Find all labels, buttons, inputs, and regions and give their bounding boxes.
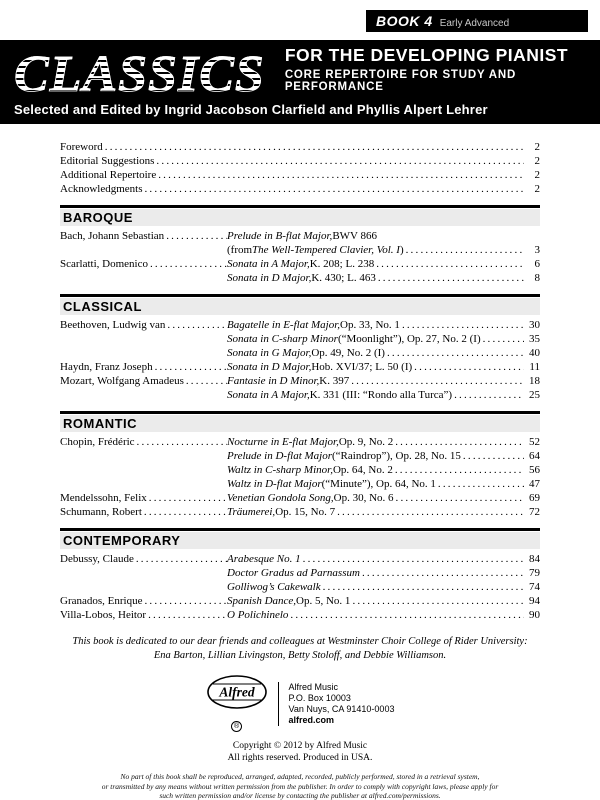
front-matter <box>60 140 540 196</box>
dedication-line: Ena Barton, Lillian Livingston, Betty Stoloff, and Debbie Williamson. <box>153 650 447 661</box>
toc-row <box>60 388 540 402</box>
dot-leader <box>394 491 524 505</box>
copyright-line: Copyright © 2012 by Alfred Music <box>232 741 368 751</box>
catalog-number: Op. 33, No. 1 <box>340 319 400 331</box>
toc-row <box>60 360 540 374</box>
piece-title: Fantasie in D Minor, <box>227 375 320 387</box>
entry-title: Foreword <box>60 141 103 153</box>
legal-line: such written permission and/or license by contacting the publisher at alfred.com/permissions. <box>159 791 441 800</box>
catalog-number: Hob. XVI/37; L. 50 (I) <box>311 361 413 373</box>
composer-name: Haydn, Franz Joseph <box>60 361 153 373</box>
publisher-address <box>278 682 395 726</box>
toc-row <box>60 346 540 360</box>
publisher-name: Alfred Music <box>288 681 339 692</box>
dot-leader <box>142 505 227 519</box>
page-number: 11 <box>529 361 540 373</box>
dot-leader <box>452 388 524 402</box>
page-number: 40 <box>529 347 540 359</box>
toc-row <box>60 257 540 271</box>
toc-row <box>60 140 540 154</box>
composer-name: Debussy, Claude <box>60 553 134 565</box>
page-number: 25 <box>529 389 540 401</box>
dot-leader <box>164 229 227 243</box>
entry-title: Editorial Suggestions <box>60 155 155 167</box>
editors-byline: Selected and Edited by Ingrid Jacobson Clarfield and Phyllis Alpert Lehrer <box>14 102 488 117</box>
toc-row <box>60 552 540 566</box>
series-subtitle: FOR THE DEVELOPING PIANIST <box>284 45 569 65</box>
piece-title: Doctor Gradus ad Parnassum <box>227 567 360 579</box>
dot-leader <box>153 360 227 374</box>
toc-row <box>60 154 540 168</box>
piece-title: Golliwog’s Cakewalk <box>227 581 321 593</box>
piece-title: Sonata in D Major, <box>227 361 312 373</box>
page-number: 64 <box>529 450 540 462</box>
toc-row <box>60 608 540 622</box>
dot-leader <box>436 477 524 491</box>
toc-row <box>60 463 540 477</box>
dot-leader <box>385 346 524 360</box>
catalog-number: Op. 49, No. 2 (I) <box>311 347 385 359</box>
legal-line: or transmitted by any means without written permission from the publisher. In order to comply with copyright laws, please apply for <box>101 781 499 791</box>
toc-row <box>60 449 540 463</box>
trademark-seal-icon: ® <box>231 721 242 732</box>
catalog-number: Op. 30, No. 6 <box>333 492 394 504</box>
page-number: 35 <box>529 333 540 345</box>
piece-title: Prelude in B-flat Major, <box>227 230 333 242</box>
publisher-logo-wrap <box>206 674 268 733</box>
piece-title: Spanish Dance, <box>227 595 297 607</box>
piece-title: Waltz in C-sharp Minor, <box>227 464 333 476</box>
catalog-number: Op. 15, No. 7 <box>275 506 336 518</box>
toc-row <box>60 168 540 182</box>
toc-row <box>60 594 540 608</box>
toc-row <box>60 271 540 285</box>
page-number: 72 <box>529 506 540 518</box>
page-number: 2 <box>534 141 540 153</box>
catalog-number: (“Raindrop”), Op. 28, No. 15 <box>332 450 461 462</box>
dot-leader <box>393 463 524 477</box>
table-of-contents <box>60 140 540 622</box>
page-number: 79 <box>529 567 540 579</box>
banner-top <box>14 45 586 103</box>
piece-title: O Polichinelo <box>227 609 289 621</box>
book-badge <box>366 10 588 32</box>
dot-leader <box>404 243 524 257</box>
rights-line: All rights reserved. Produced in USA. <box>227 753 373 763</box>
title-banner <box>0 40 600 124</box>
composer-name: Granados, Enrique <box>60 595 143 607</box>
composer-name: Scarlatti, Domenico <box>60 258 148 270</box>
dot-leader <box>393 435 524 449</box>
dot-leader <box>374 257 524 271</box>
section-classical <box>60 294 540 402</box>
catalog-number: (“Minute”), Op. 64, No. 1 <box>321 478 436 490</box>
dedication <box>0 635 600 663</box>
dedication-line: This book is dedicated to our dear friends and colleagues at Westminster Choir College of Rider University: <box>72 636 528 647</box>
dot-leader <box>184 374 227 388</box>
toc-row <box>60 505 540 519</box>
section-rule <box>60 205 540 208</box>
catalog-number: Op. 9, No. 2 <box>338 436 394 448</box>
piece-title: Arabesque No. 1 <box>227 553 301 565</box>
section-rule <box>60 411 540 414</box>
composer-name: Villa-Lobos, Heitor <box>60 609 147 621</box>
section-rule <box>60 294 540 297</box>
dot-leader <box>148 257 227 271</box>
dot-leader <box>103 140 524 154</box>
toc-row <box>60 435 540 449</box>
dot-leader <box>147 491 227 505</box>
section-title: ROMANTIC <box>60 415 540 432</box>
toc-row <box>60 229 540 243</box>
dot-leader <box>156 168 524 182</box>
entry-title: Acknowledgments <box>60 183 143 195</box>
composer-name: Chopin, Frédéric <box>60 436 135 448</box>
dot-leader <box>350 594 524 608</box>
dot-leader <box>360 566 524 580</box>
publisher-city: Van Nuys, CA 91410-0003 <box>288 703 395 714</box>
catalog-number: Op. 64, No. 2 <box>332 464 393 476</box>
dot-leader <box>335 505 524 519</box>
dot-leader <box>481 332 524 346</box>
catalog-number: Op. 5, No. 1 <box>296 595 351 607</box>
toc-row <box>60 566 540 580</box>
page-number: 6 <box>534 258 540 270</box>
copyright <box>0 740 600 764</box>
catalog-number: (“Moonlight”), Op. 27, No. 2 (I) <box>337 333 481 345</box>
dot-leader <box>154 154 524 168</box>
section-baroque <box>60 205 540 285</box>
page-number: 94 <box>529 595 540 607</box>
page-number: 2 <box>534 183 540 195</box>
banner-subtitles <box>285 45 586 99</box>
toc-row <box>60 318 540 332</box>
dot-leader <box>165 318 227 332</box>
page-number: 47 <box>529 478 540 490</box>
catalog-number: K. 430; L. 463 <box>311 272 376 284</box>
entry-title: Additional Repertoire <box>60 169 157 181</box>
catalog-number: BWV 866 <box>332 230 378 242</box>
dot-leader <box>288 608 524 622</box>
publisher-po-box: P.O. Box 10003 <box>288 692 351 703</box>
piece-title: Venetian Gondola Song, <box>227 492 334 504</box>
page-number: 90 <box>529 609 540 621</box>
book-number: BOOK 4 <box>376 13 433 29</box>
catalog-number: K. 331 (III: “Rondo alla Turca”) <box>309 389 453 401</box>
dot-leader <box>134 552 227 566</box>
piece-title: Bagatelle in E-flat Major, <box>227 319 341 331</box>
dot-leader <box>349 374 524 388</box>
piece-title: The Well-Tempered Clavier, Vol. I <box>252 244 400 256</box>
piece-title: Sonata in C-sharp Minor <box>227 333 338 345</box>
section-title: CONTEMPORARY <box>60 532 540 549</box>
section-romantic <box>60 411 540 519</box>
publisher-block <box>0 674 600 733</box>
section-title: CLASSICAL <box>60 298 540 315</box>
dot-leader <box>135 435 227 449</box>
catalog-number: K. 208; L. 238 <box>309 258 375 270</box>
series-title: CLASSICS <box>14 50 273 99</box>
legal-line: No part of this book shall be reproduced, arranged, adapted, recorded, publicly performed, stored in a retrieval system, <box>120 772 480 781</box>
page-number: 18 <box>529 375 540 387</box>
alfred-logo-icon <box>206 674 268 710</box>
title-prefix: (from <box>227 244 253 256</box>
page-number: 3 <box>534 244 540 256</box>
dot-leader <box>376 271 524 285</box>
page-number: 69 <box>529 492 540 504</box>
toc-row <box>60 477 540 491</box>
page-number: 52 <box>529 436 540 448</box>
piece-title: Nocturne in E-flat Major, <box>227 436 339 448</box>
dot-leader <box>301 552 524 566</box>
section-contemporary <box>60 528 540 622</box>
toc-row <box>60 374 540 388</box>
dot-leader <box>142 594 227 608</box>
dot-leader <box>412 360 524 374</box>
publisher-website: alfred.com <box>288 714 335 725</box>
legal-notice <box>0 772 600 800</box>
toc-row <box>60 580 540 594</box>
toc-row <box>60 491 540 505</box>
dot-leader <box>142 182 524 196</box>
toc-row <box>60 243 540 257</box>
page-number: 2 <box>534 169 540 181</box>
toc-row <box>60 332 540 346</box>
page-number: 56 <box>529 464 540 476</box>
composer-name: Mendelssohn, Felix <box>60 492 147 504</box>
dot-leader <box>400 318 524 332</box>
piece-title: Sonata in D Major, <box>227 272 312 284</box>
page-number: 30 <box>529 319 540 331</box>
series-tagline: CORE REPERTOIRE FOR STUDY AND PERFORMANCE <box>284 69 517 93</box>
section-title: BAROQUE <box>60 209 540 226</box>
dot-leader <box>321 580 524 594</box>
catalog-number: ) <box>399 244 404 256</box>
dot-leader <box>461 449 524 463</box>
piece-title: Sonata in A Major, <box>227 389 310 401</box>
book-level: Early Advanced <box>439 18 510 29</box>
piece-title: Träumerei, <box>227 506 276 518</box>
composer-name: Schumann, Robert <box>60 506 142 518</box>
svg-text:Alfred: Alfred <box>218 684 255 700</box>
section-rule <box>60 528 540 531</box>
piece-title: Sonata in A Major, <box>227 258 310 270</box>
piece-title: Prelude in D-flat Major <box>227 450 332 462</box>
composer-name: Bach, Johann Sebastian <box>60 230 165 242</box>
page-number: 2 <box>534 155 540 167</box>
catalog-number: K. 397 <box>319 375 350 387</box>
dot-leader <box>146 608 227 622</box>
piece-title: Sonata in G Major, <box>227 347 312 359</box>
page-number: 8 <box>534 272 540 284</box>
page-number: 84 <box>529 553 540 565</box>
toc-row <box>60 182 540 196</box>
piece-title: Waltz in D-flat Major <box>227 478 322 490</box>
page-number: 74 <box>529 581 540 593</box>
composer-name: Mozart, Wolfgang Amadeus <box>60 375 184 387</box>
composer-name: Beethoven, Ludwig van <box>60 319 166 331</box>
